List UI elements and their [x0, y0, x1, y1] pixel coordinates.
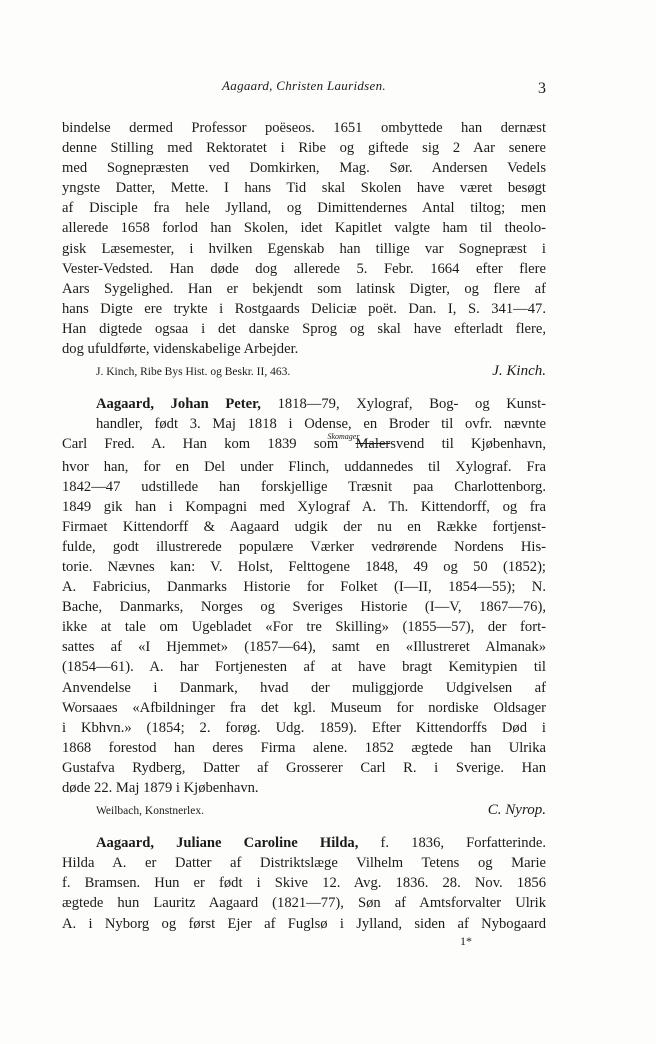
- text-line: dog ufuldførte, videnskabelige Arbejder.: [62, 341, 299, 358]
- handwritten-correction: Skomager: [327, 432, 360, 442]
- entry-johan-peter: [62, 394, 546, 821]
- text-line: yngste Datter, Mette. I hans Tid skal Skolen have været besøgt: [62, 180, 546, 197]
- entry-juliane-caroline-hilda: [62, 833, 546, 933]
- source-reference: Weilbach, Konstnerlex.: [96, 805, 204, 818]
- source-row: [62, 800, 546, 821]
- text-line: Vester-Vedsted. Han døde dog allerede 5. Febr. 1664 efter flere: [62, 260, 546, 277]
- text-segment: Carl Fred. A. Han kom 1839 som: [62, 436, 339, 453]
- text-line: hans Digte ere trykte i Rostgaards Deliciæ poët. Dan. I, S. 341—47.: [62, 300, 546, 317]
- entry-text: 1818—79, Xylograf, Bog- og Kunst-: [277, 396, 546, 413]
- text-line: (1854—61). A. har Fortjenesten af at have bragt Kemitypien til: [62, 659, 546, 676]
- text-segment: en Broder til ovfr. nævnte: [363, 416, 547, 433]
- signature-mark: 1*: [460, 934, 472, 948]
- text-line: Aars Sygelighed. Han er bekjendt som latinsk Digter, og flere af: [62, 280, 546, 297]
- source-row: [62, 361, 546, 382]
- entry-first-line: [62, 833, 546, 853]
- entry-first-line: [62, 394, 546, 414]
- running-header: Aagaard, Christen Lauridsen.: [222, 78, 386, 93]
- text-line: Worsaaes «Afbildninger fra det kgl. Museum for nordiske Oldsager: [62, 699, 546, 716]
- text-line: med Sognepræsten ved Domkirken, Mag. Sør. Andersen Vedels: [62, 160, 546, 177]
- text-line: af Disciple fra hele Jylland, og Dimittendernes Antal tiltog; men: [62, 200, 546, 217]
- text-line: 1868 forestod han deres Firma alene. 1852 ægtede han Ulrika: [62, 739, 546, 756]
- text-line: ægtede hun Lauritz Aagaard (1821—77), Søn af Amtsforvalter Ulrik: [62, 895, 546, 912]
- text-line: døde 22. Maj 1879 i Kjøbenhavn.: [62, 780, 259, 796]
- text-line: 1849 gik han i Kompagni med Xylograf A. Th. Kittendorff, og fra: [62, 498, 546, 515]
- text-line: Gustafva Rydberg, Datter af Grosserer Carl R. i Sverige. Han: [62, 759, 546, 776]
- body-text: [62, 118, 546, 934]
- text-line: [62, 414, 546, 434]
- text-line: torie. Nævnes kan: V. Holst, Felttogene 1848, 49 og 50 (1852);: [62, 558, 546, 575]
- text-line: Bache, Danmarks, Norges og Sveriges Historie (I—V, 1867—76),: [62, 599, 546, 616]
- author-signature: C. Nyrop.: [487, 802, 546, 819]
- text-line: Firmaet Kittendorff & Aagaard udgik der nu en Række fortjenst-: [62, 518, 546, 535]
- text-line: 1842—47 udstillede han forskjellige Træsnit paa Charlottenborg.: [62, 478, 546, 495]
- text-line: bindelse dermed Professor poëseos. 1651 ombyttede han dernæst: [62, 120, 546, 136]
- text-line: allerede 1658 forlod han Skolen, idet Kapitlet valgte ham til theolo-: [62, 220, 546, 237]
- author-signature: J. Kinch.: [492, 363, 546, 380]
- text-line: gisk Læsemester, i hvilken Egenskab han tillige var Sognepræst i: [62, 240, 546, 257]
- entry-christen-lauridsen: [62, 118, 546, 382]
- text-line: A. Fabricius, Danmarks Historie for Folket (I—II, 1854—55); N.: [62, 579, 546, 596]
- text-line: Anvendelse i Danmark, hvad der muliggjorde Udgivelsen af: [62, 679, 546, 696]
- text-line: i Kbhvn.» (1854; 2. forøg. Udg. 1859). Efter Kittendorffs Død i: [62, 719, 546, 736]
- entry-headword: Aagaard, Johan Peter,: [96, 396, 261, 413]
- text-line: f. Bramsen. Hun er født i Skive 12. Avg. 1836. 28. Nov. 1856: [62, 875, 546, 892]
- page-number: 3: [538, 80, 546, 97]
- struck-word: Maler: [355, 436, 391, 453]
- text-line: A. i Nyborg og først Ejer af Fuglsø i Jylland, siden af Nybogaard: [62, 915, 546, 932]
- text-line: hvor han, for en Del under Flinch, uddannedes til Xylograf. Fra: [62, 458, 546, 475]
- text-line: [62, 434, 546, 456]
- source-reference: J. Kinch, Ribe Bys Hist. og Beskr. II, 463.: [96, 366, 291, 379]
- text-segment: handler, født 3. Maj 1818 i Odense,: [96, 416, 352, 433]
- text-line: ikke at tale om Ugebladet «For tre Skilling» (1855—57), der fort-: [62, 619, 546, 636]
- text-line: denne Stilling med Rektoratet i Ribe og giftede sig 2 Aar senere: [62, 140, 546, 157]
- text-line: Han digtede ogsaa i det danske Sprog og skal have efterladt flere,: [62, 320, 546, 337]
- text-line: sattes af «I Hjemmet» (1857—64), samt en «Illustreret Almanak»: [62, 639, 546, 656]
- text-segment: svend til Kjøbenhavn,: [390, 436, 546, 453]
- entry-headword: Aagaard, Juliane Caroline Hilda,: [96, 835, 359, 852]
- text-line: fulde, godt illustrerede populære Værker vedrørende Nordens His-: [62, 538, 546, 555]
- entry-text: f. 1836, Forfatterinde.: [380, 835, 546, 852]
- text-line: Hilda A. er Datter af Distriktslæge Vilhelm Tetens og Marie: [62, 855, 546, 872]
